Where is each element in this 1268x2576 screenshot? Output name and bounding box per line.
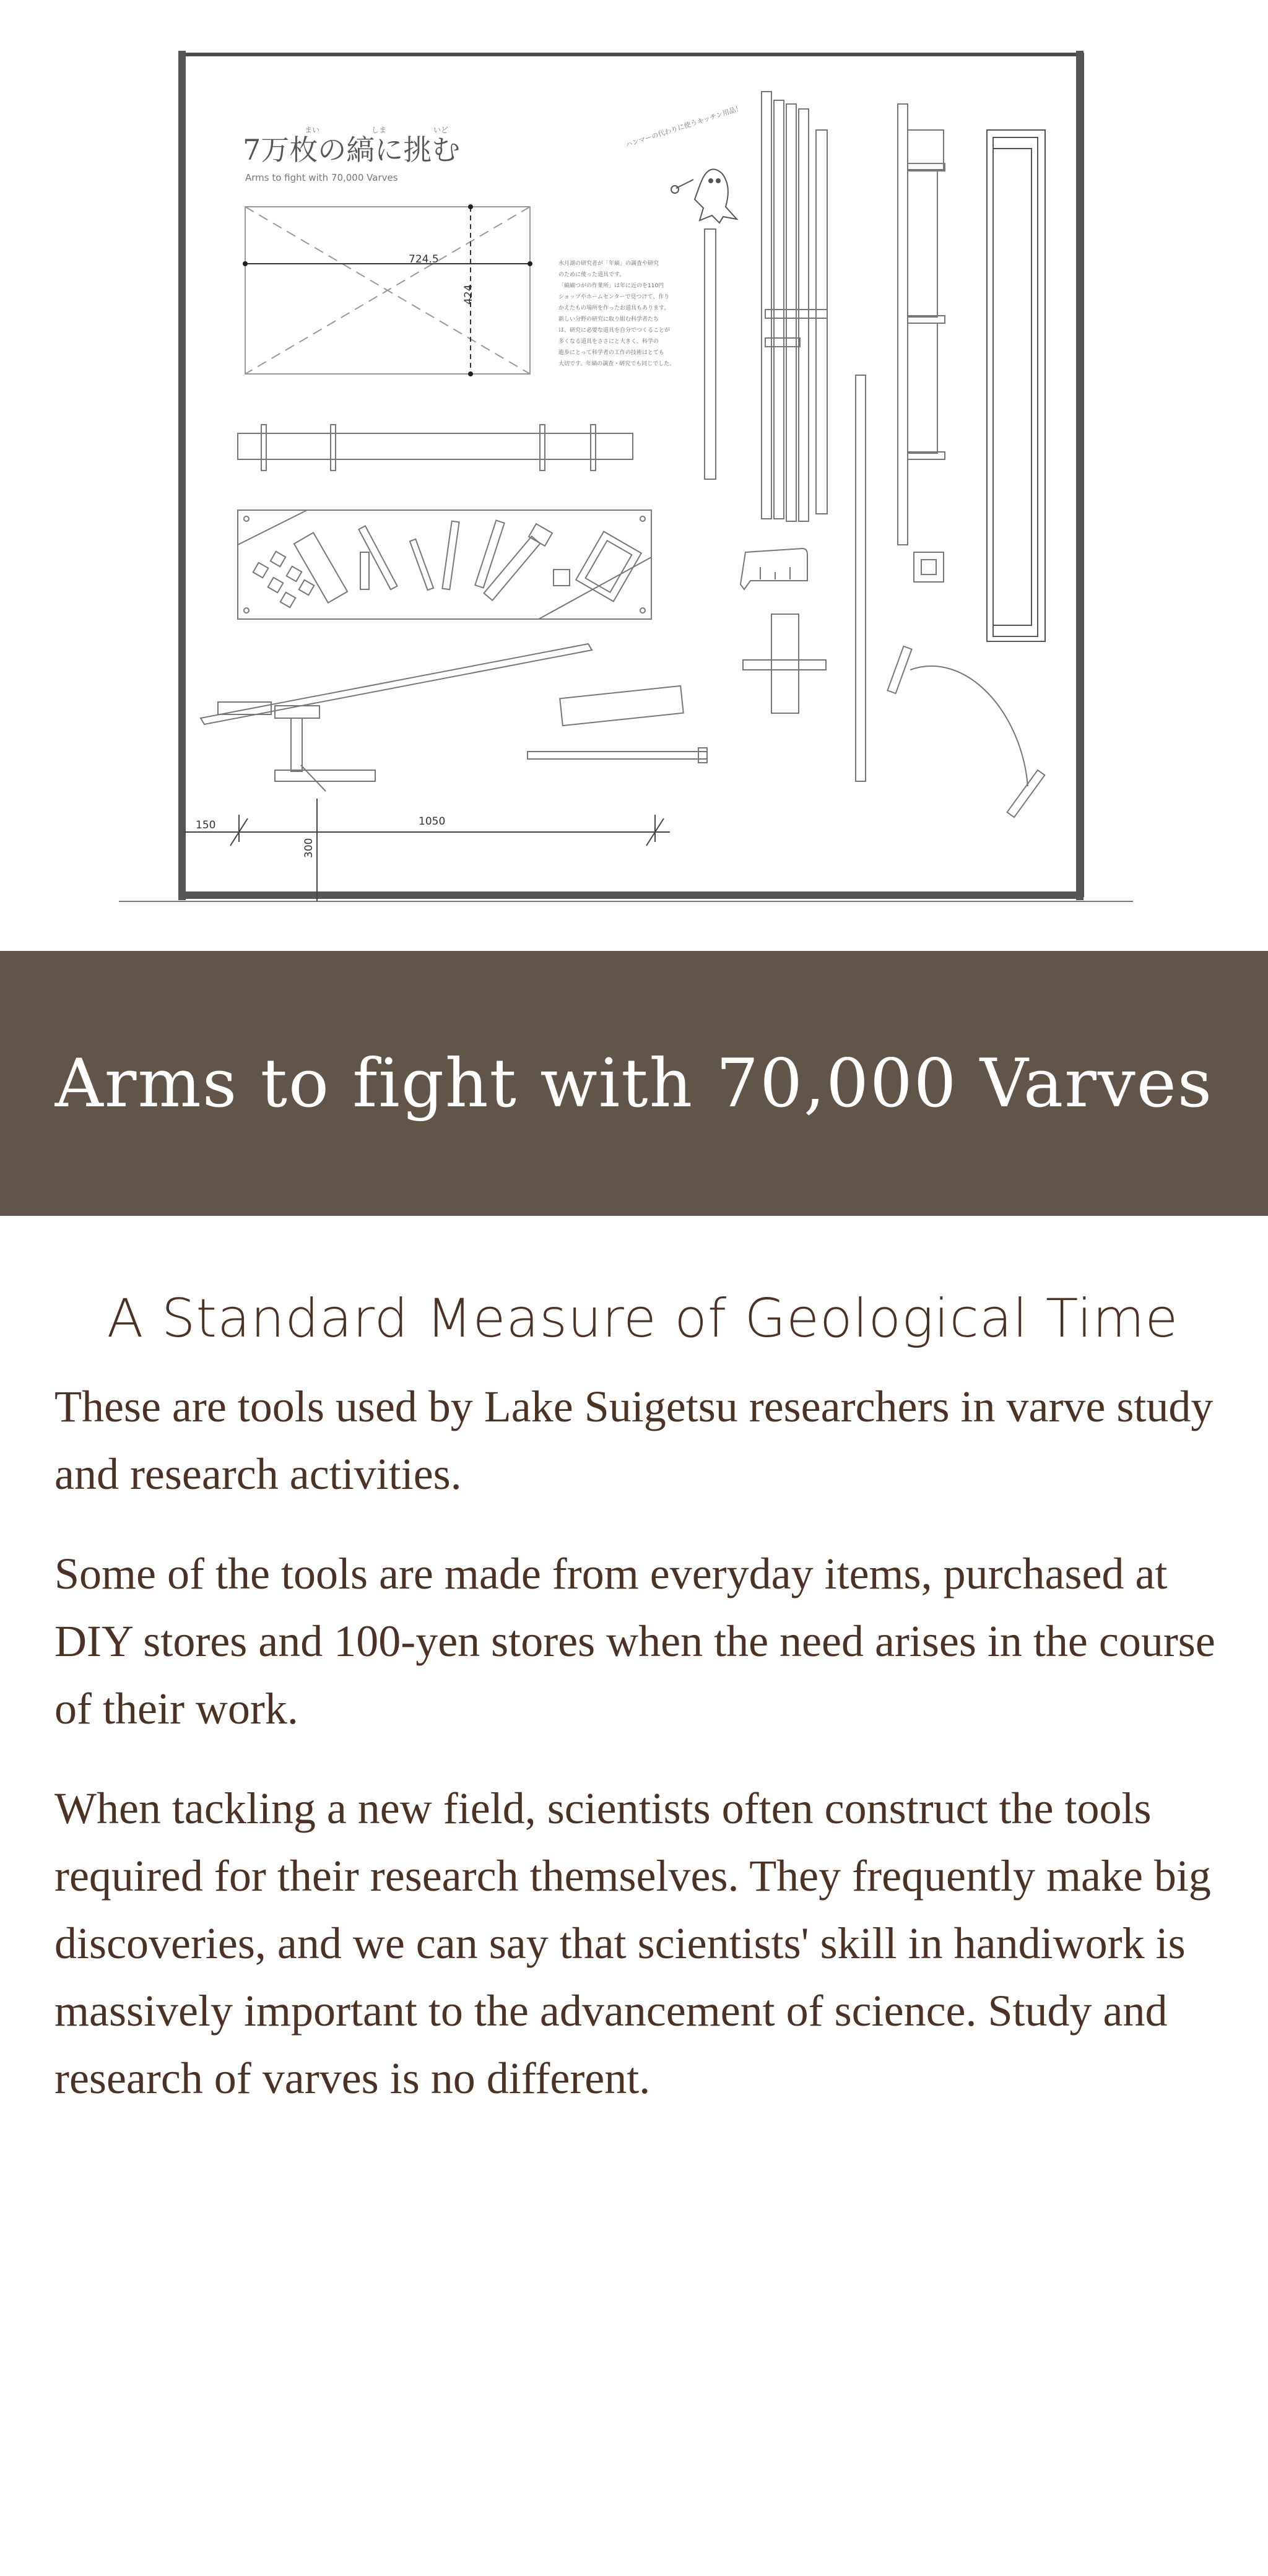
dim-vertical-label: 300 xyxy=(303,838,315,858)
banner-title: Arms to fight with 70,000 Varves xyxy=(54,1044,1214,1122)
figure-title-jp: 7万枚の縞に挑む xyxy=(243,133,461,167)
dim-length-label: 1050 xyxy=(419,815,446,828)
svg-text:大切です。年縞の調査・研究でも同じでした。: 大切です。年縞の調査・研究でも同じでした。 xyxy=(558,361,675,367)
ruby-1: まい xyxy=(305,126,320,134)
svg-text:ショップやホームセンターで見つけて、作り: ショップやホームセンターで見つけて、作り xyxy=(558,294,670,300)
ruby-3: いど xyxy=(433,126,449,134)
svg-text:かえたもの場所を作ったお道具もあります。: かえたもの場所を作ったお道具もあります。 xyxy=(558,305,670,311)
article-subheading: A Standard Measure of Geological Time xyxy=(106,1288,1179,1350)
svg-text:多くなる道具をささにと大きく、科学の: 多くなる道具をささにと大きく、科学の xyxy=(558,339,659,345)
dim-point xyxy=(528,261,532,266)
svg-text:「縞縞つがの作業所」は年に近のを110円: 「縞縞つがの作業所」は年に近のを110円 xyxy=(558,283,664,289)
callout-jp: ハンマーの代わりに使うキッチン用品！ xyxy=(624,103,744,149)
article-paragraph: These are tools used by Lake Suigetsu researchers in varve study and research activities. xyxy=(54,1382,1214,1499)
dim-height-label: 424 xyxy=(462,284,475,305)
dim-left-label: 150 xyxy=(196,819,216,831)
ruby-2: しま xyxy=(371,126,387,134)
figure-title-en: Arms to fight with 70,000 Varves xyxy=(245,172,398,183)
svg-text:のために使った道具です。: のために使った道具です。 xyxy=(558,272,625,278)
svg-text:新しい分野の研究に取り組む科学者たち: 新しい分野の研究に取り組む科学者たち xyxy=(558,316,659,323)
title-banner xyxy=(0,951,1268,1216)
svg-text:水月湖の研究者が「年縞」の調査や研究: 水月湖の研究者が「年縞」の調査や研究 xyxy=(558,261,659,267)
article-paragraph: When tackling a new field, scientists often construct the tools required for their research themselves. They frequently make big discoveries, and we can say that scientists' skill in handiwork is massively important to the advancement of science. Study and research of varves is no different. xyxy=(54,1784,1211,2103)
dim-point xyxy=(468,204,473,209)
svg-text:は、研究に必要な道具を自分でつくることが: は、研究に必要な道具を自分でつくることが xyxy=(558,327,671,334)
panel-right-edge xyxy=(1076,51,1083,900)
article-body xyxy=(54,1288,1231,2144)
dim-point xyxy=(243,261,248,266)
panel-left-edge xyxy=(178,51,186,900)
panel-drawing-svg xyxy=(0,0,1268,951)
article-paragraph: Some of the tools are made from everyday items, purchased at DIY stores and 100-yen stores when the need arises in the course of their work. xyxy=(54,1549,1215,1733)
svg-text:進歩にとって科学者の工作の技術はとても: 進歩にとって科学者の工作の技術はとても xyxy=(558,350,664,356)
panel-bottom-edge xyxy=(186,891,1079,899)
dim-point xyxy=(468,371,473,376)
exhibit-panel-drawing xyxy=(0,0,1268,951)
dim-width-label: 724.5 xyxy=(409,253,439,266)
